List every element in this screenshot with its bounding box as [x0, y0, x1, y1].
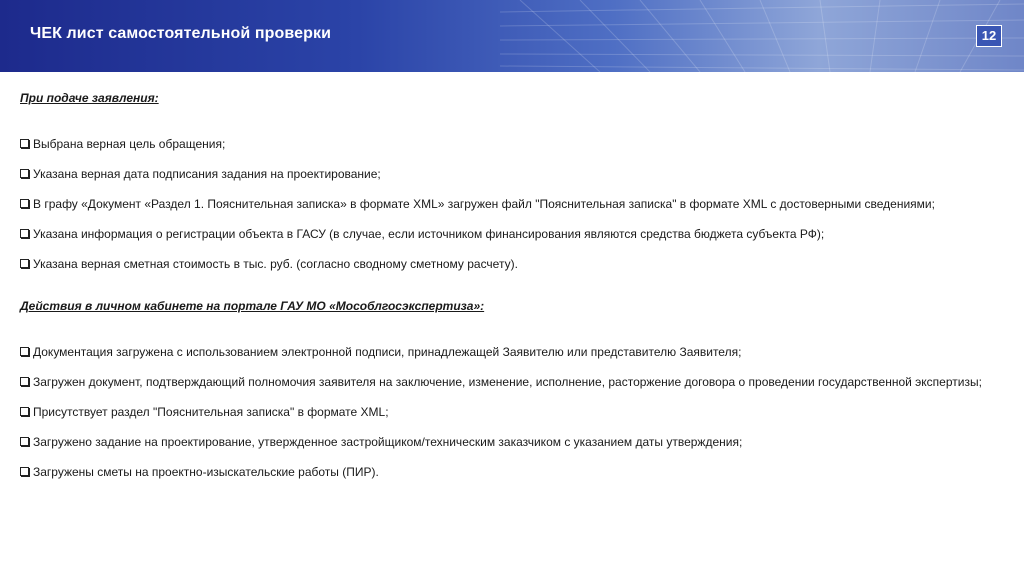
checklist-item: Загружено задание на проектирование, утвержденное застройщиком/техническим заказчиком с указанием даты утверждения; [20, 434, 1006, 450]
section-title-application: При подаче заявления: [20, 91, 159, 105]
checkbox-icon [20, 139, 29, 148]
slide-title: ЧЕК лист самостоятельной проверки [30, 25, 332, 42]
checklist-item: Выбрана верная цель обращения; [20, 136, 1006, 152]
checklist-item: Документация загружена с использованием электронной подписи, принадлежащей Заявителю или представителю Заявителя; [20, 344, 1006, 360]
checklist-content [20, 90, 1006, 480]
checkbox-icon [20, 467, 29, 476]
checkbox-icon [20, 199, 29, 208]
checkbox-icon [20, 407, 29, 416]
checklist-item: Загружен документ, подтверждающий полномочия заявителя на заключение, изменение, исполнение, расторжение договора о проведении государственной экспертизы; [20, 374, 1006, 390]
checklist-item: Указана верная дата подписания задания на проектирование; [20, 166, 1006, 182]
checklist-item: Указана информация о регистрации объекта в ГАСУ (в случае, если источником финансирования являются средства бюджета субъекта РФ); [20, 226, 1006, 242]
section-title-portal-actions: Действия в личном кабинете на портале ГАУ МО «Мособлгосэкспертиза»: [20, 299, 485, 313]
checklist-item: Присутствует раздел "Пояснительная записка" в формате XML; [20, 404, 1006, 420]
checklist-item: Указана верная сметная стоимость в тыс. руб. (согласно сводному сметному расчету). [20, 256, 1006, 272]
checkbox-icon [20, 347, 29, 356]
checkbox-icon [20, 259, 29, 268]
checklist-item: В графу «Документ «Раздел 1. Пояснительная записка» в формате XML» загружен файл "Пояснительная записка" в формате XML с достоверными сведениями; [20, 196, 1006, 212]
checkbox-icon [20, 169, 29, 178]
checkbox-icon [20, 377, 29, 386]
header-banner [0, 0, 1024, 72]
page-number-badge: 12 [976, 25, 1002, 47]
checklist-item: Загружены сметы на проектно-изыскательские работы (ПИР). [20, 464, 1006, 480]
checkbox-icon [20, 437, 29, 446]
checkbox-icon [20, 229, 29, 238]
